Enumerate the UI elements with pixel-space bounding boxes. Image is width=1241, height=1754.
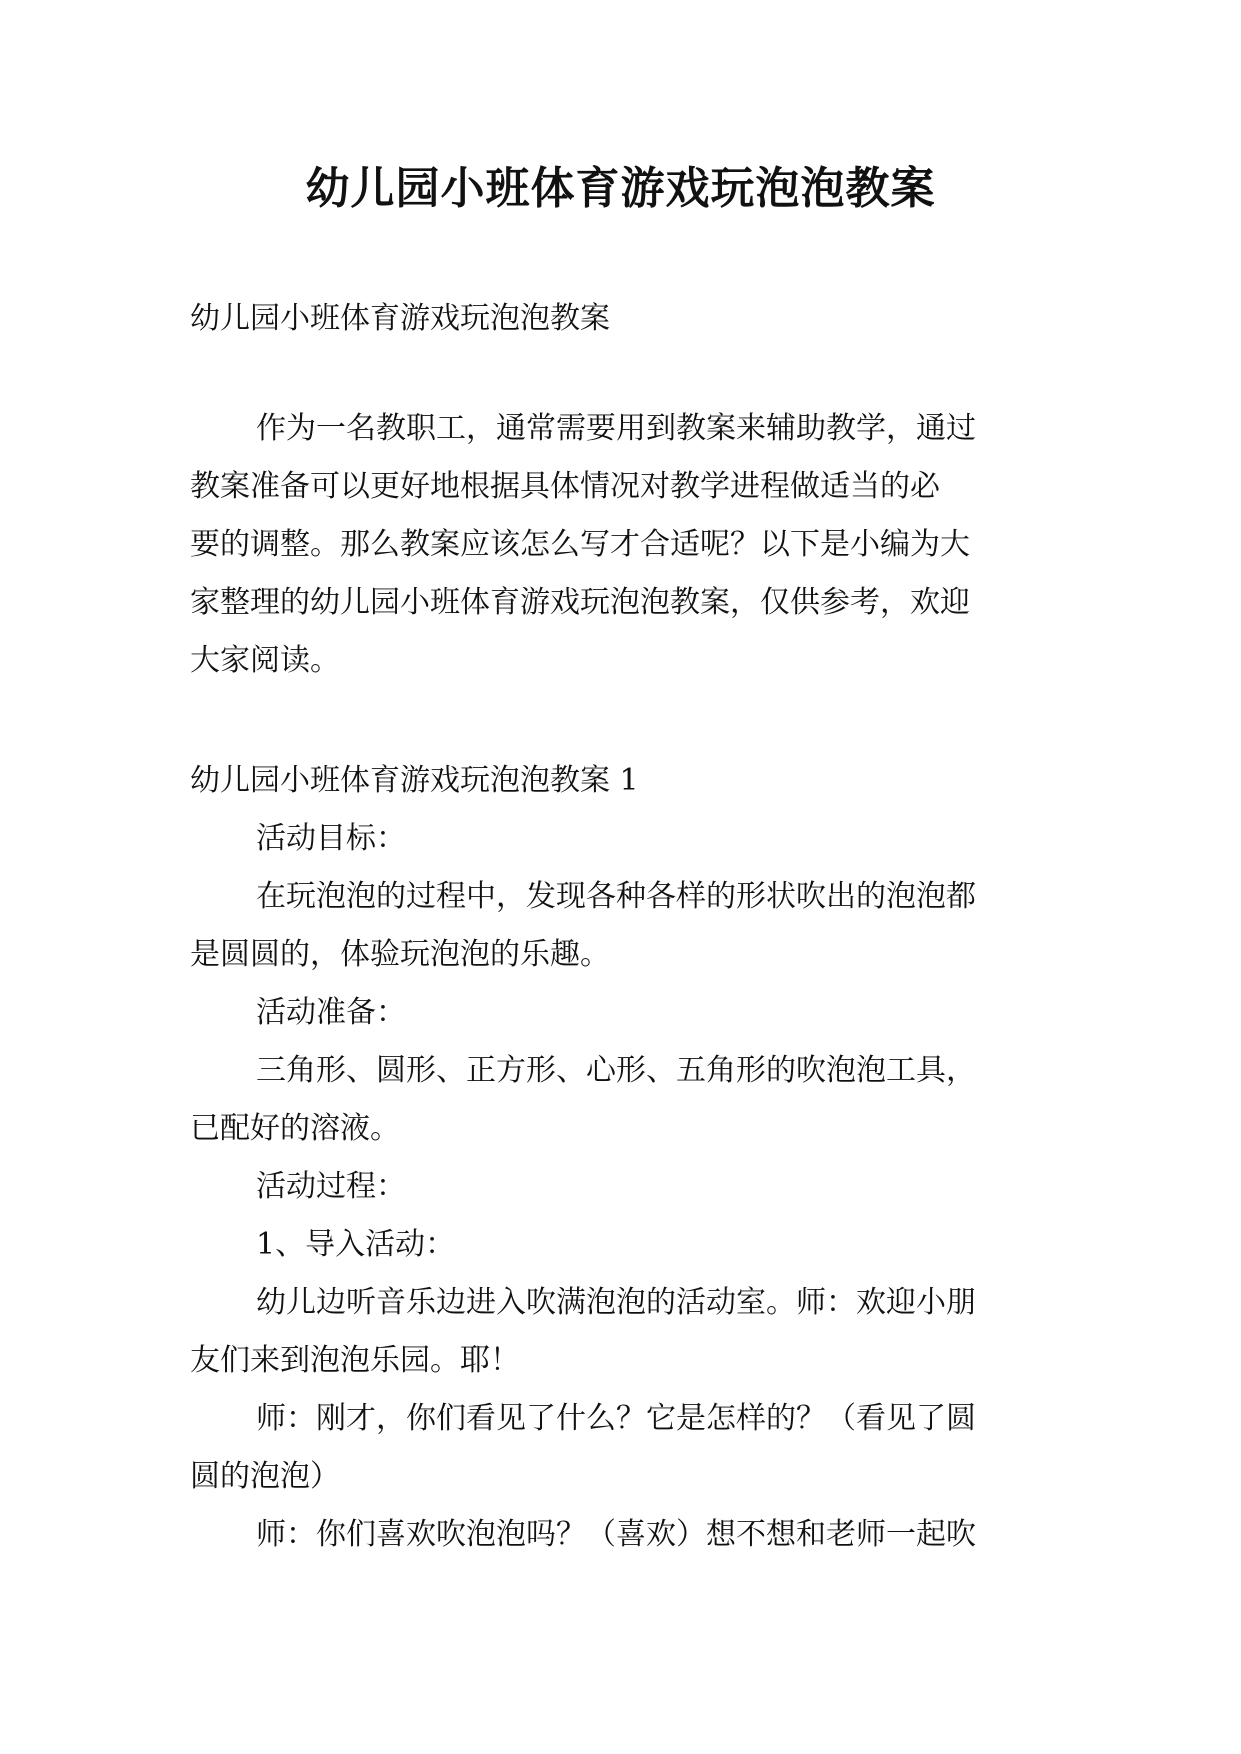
document-title: 幼儿园小班体育游戏玩泡泡教案 bbox=[305, 163, 936, 214]
body-line: 师：刚才，你们看见了什么？它是怎样的？（看见了圆 bbox=[256, 1401, 976, 1436]
body-line: 三角形、圆形、正方形、心形、五角形的吹泡泡工具， bbox=[256, 1053, 976, 1088]
subtitle-text: 幼儿园小班体育游戏玩泡泡教案 bbox=[190, 301, 610, 336]
document-subtitle bbox=[190, 290, 1050, 348]
lesson-section bbox=[190, 752, 1050, 1564]
body-line: 幼儿边听音乐边进入吹满泡泡的活动室。师：欢迎小朋 bbox=[256, 1285, 976, 1320]
body-line: 师：你们喜欢吹泡泡吗？（喜欢）想不想和老师一起吹 bbox=[256, 1517, 976, 1552]
body-line: 是圆圆的，体验玩泡泡的乐趣。 bbox=[190, 937, 610, 972]
body-line: 友们来到泡泡乐园。耶！ bbox=[190, 1343, 520, 1378]
body-line: 圆的泡泡） bbox=[190, 1459, 340, 1494]
intro-line: 大家阅读。 bbox=[190, 643, 340, 678]
activity-goal-label: 活动目标： bbox=[256, 821, 406, 856]
section-heading: 幼儿园小班体育游戏玩泡泡教案 1 bbox=[190, 763, 639, 798]
activity-prep-label: 活动准备： bbox=[256, 995, 406, 1030]
intro-paragraph bbox=[190, 400, 1050, 690]
body-line: 已配好的溶液。 bbox=[190, 1111, 400, 1146]
intro-line: 家整理的幼儿园小班体育游戏玩泡泡教案，仅供参考，欢迎 bbox=[190, 585, 970, 620]
intro-line: 作为一名教职工，通常需要用到教案来辅助教学，通过 bbox=[256, 411, 976, 446]
activity-process-label: 活动过程： bbox=[256, 1169, 406, 1204]
body-line: 在玩泡泡的过程中，发现各种各样的形状吹出的泡泡都 bbox=[256, 879, 976, 914]
intro-line: 要的调整。那么教案应该怎么写才合适呢？以下是小编为大 bbox=[190, 527, 970, 562]
intro-line: 教案准备可以更好地根据具体情况对教学进程做适当的必 bbox=[190, 469, 940, 504]
step-label: 1、导入活动： bbox=[256, 1227, 456, 1262]
